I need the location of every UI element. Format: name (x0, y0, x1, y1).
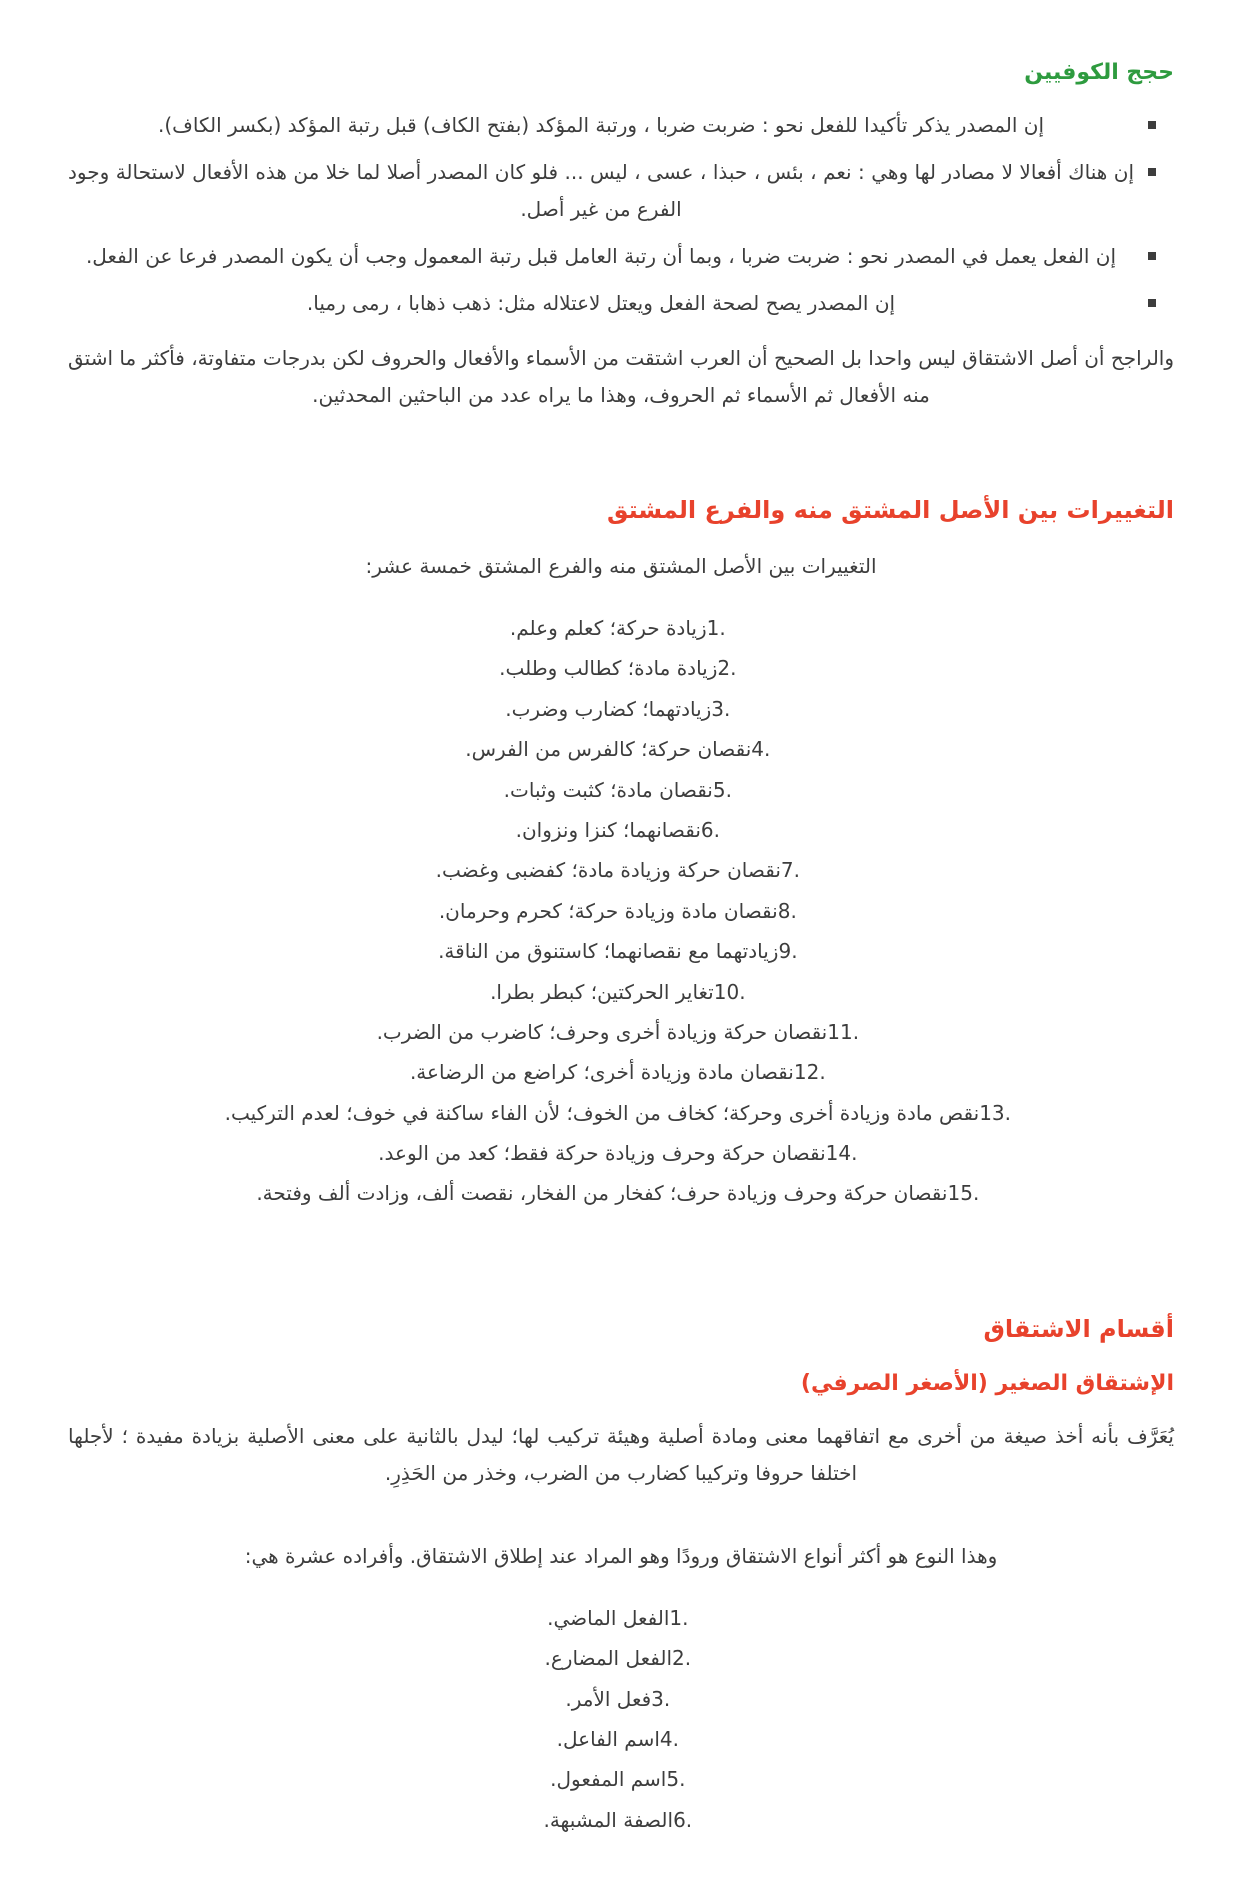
section-heading-divisions: أقسام الاشتقاق (983, 1314, 1174, 1343)
spacer (68, 432, 1174, 462)
changes-intro: التغييرات بين الأصل المشتق منه والفرع المشتق خمسة عشر: (365, 554, 877, 578)
changes-numbered-list (68, 611, 1174, 1211)
list-item: نقصان مادة؛ كثبت وثبات. (503, 777, 713, 802)
list-item: نقصان حركة وزيادة أخرى وحرف؛ كاضرب من الضرب. (376, 1019, 828, 1044)
list-item: زيادة حركة؛ كعلم وعلم. (509, 616, 707, 640)
spacer (68, 1510, 1174, 1524)
subsection-heading-small-derivation: الإشتقاق الصغير (الأصغر الصرفي) (800, 1370, 1174, 1396)
section-heading-kufis: حجج الكوفيين (1024, 60, 1174, 85)
list-item: نقصانهما؛ كنزا ونزوان. (515, 817, 701, 842)
list-item: فعل الأمر. (565, 1686, 652, 1711)
list-item: نقصان مادة وزيادة حركة؛ كحرم وحرمان. (438, 898, 778, 923)
list-item: نقصان حركة وحرف وزيادة حرف؛ كفخار من الفخار، نقصت ألف، وزادت ألف وفتحة. (256, 1181, 948, 1206)
list-item: اسم الفاعل. (556, 1727, 660, 1752)
list-item: زيادتهما مع نقصانهما؛ كاستنوق من الناقة. (438, 939, 779, 964)
list-item: الفعل المضارع. (544, 1646, 673, 1671)
small-derivation-definition: يُعَرَّف بأنه أخذ صيغة من أخرى مع اتفاقهما معنى ومادة أصلية وهيئة تركيب لها؛ ليدل بالثانية على معنى الأصلية بزيادة مفيدة ؛ لأجلها اختلفا حروفا وتركيبا كضارب من الضرب، وخذر من الحَذِرِ. (68, 1423, 1174, 1485)
spacer (68, 1221, 1174, 1281)
list-item: نقص مادة وزيادة أخرى وحركة؛ كخاف من الخوف؛ لأن الفاء ساكنة في خوف؛ لعدم التركيب. (224, 1100, 980, 1125)
list-item: اسم المفعول. (550, 1767, 667, 1792)
list-item: الفعل الماضي. (547, 1605, 670, 1630)
section-heading-changes: التغييرات بين الأصل المشتق منه والفرع المشتق (606, 496, 1174, 524)
list-item: زيادة مادة؛ كطالب وطلب. (499, 656, 718, 681)
list-item: زيادتهما؛ كضارب وضرب. (505, 696, 712, 721)
list-item: الصفة المشبهة. (543, 1807, 674, 1832)
list-item: تغاير الحركتين؛ كبطر بطرا. (490, 979, 714, 1004)
list-item: نقصان حركة؛ كالفرس من الفرس. (465, 737, 752, 762)
small-derivation-note: وهذا النوع هو أكثر أنواع الاشتقاق ورودًا وهو المراد عند إطلاق الاشتقاق. وأفراده عشرة هي: (244, 1543, 998, 1568)
kufis-arguments-list (68, 107, 1174, 322)
list-item: نقصان حركة وحرف وزيادة حركة فقط؛ كعد من الوعد. (378, 1141, 826, 1166)
list-item: إن هناك أفعالا لا مصادر لها وهي : نعم ، بئس ، حبذا ، عسى ، ليس ... فلو كان المصدر أصلا لما خلا من هذه الأفعال لاستحالة وجود الفرع من غير أصل. (68, 154, 1160, 228)
list-item: نقصان حركة وزيادة مادة؛ كفضبى وغضب. (435, 858, 781, 883)
list-item: إن المصدر يذكر تأكيدا للفعل نحو : ضربت ضربا ، ورتبة المؤكد (بفتح الكاف) قبل رتبة المؤكد (بكسر الكاف). (68, 107, 1160, 144)
divisions-numbered-list (68, 1601, 1174, 1837)
list-item: نقصان مادة وزيادة أخرى؛ كراضع من الرضاعة. (409, 1060, 794, 1085)
list-item: إن المصدر يصح لصحة الفعل ويعتل لاعتلاله مثل: ذهب ذهابا ، رمى رميا. (68, 285, 1160, 322)
kufis-paragraph: والراجح أن أصل الاشتقاق ليس واحدا بل الصحيح أن العرب اشتقت من الأسماء والأفعال والحروف لكن بدرجات متفاوتة، فأكثر ما اشتق منه الأفعال ثم الأسماء ثم الحروف، وهذا ما يراه عدد من الباحثين المحدثين. (68, 346, 1174, 407)
list-item: إن الفعل يعمل في المصدر نحو : ضربت ضربا ، وبما أن رتبة العامل قبل رتبة المعمول وجب أن يكون المصدر فرعا عن الفعل. (68, 238, 1160, 275)
